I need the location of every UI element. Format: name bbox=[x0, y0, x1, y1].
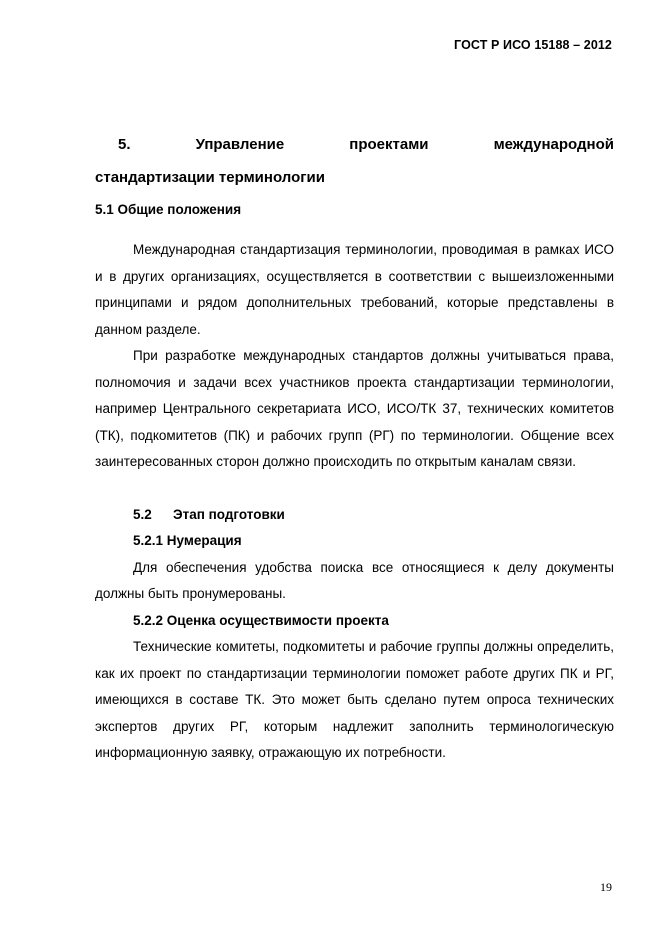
section-5-1-paragraph-2: При разработке международных стандартов должны учитываться права, полномочия и задачи всех участников проекта стандартизации терминологии, например Центрального секретариата ИСО, ИСО/ТК 37, технических комитетов (ТК), подкомитетов (ПК) и рабочих групп (РГ) по терминологии. Общение всех заинтересованных сторон должно происходить по открытым каналам связи. bbox=[95, 348, 614, 469]
section-5-2-title bbox=[95, 502, 614, 529]
section-5-number: 5. bbox=[118, 136, 131, 153]
page-number: 19 bbox=[600, 880, 612, 894]
document-body bbox=[95, 128, 614, 767]
section-5-title bbox=[95, 128, 614, 194]
section-5-title-word1: Управление bbox=[195, 136, 285, 153]
section-5-2-title-text: Этап подготовки bbox=[173, 506, 285, 522]
section-5-1-title: 5.1 Общие положения bbox=[95, 202, 242, 217]
section-5-title-word2: проектами bbox=[349, 136, 429, 153]
section-5-2-number: 5.2 bbox=[133, 506, 152, 522]
section-5-1-paragraph-1: Международная стандартизация терминологии, проводимая в рамках ИСО и в других организациях, осуществляется в соответствии с вышеизложенными принципами и рядом дополнительных требований, которые представлены в данном разделе. bbox=[95, 242, 614, 337]
section-5-title-word3: международной bbox=[493, 136, 614, 153]
section-5-2-2-paragraph: Технические комитеты, подкомитеты и рабочие группы должны определить, как их проект по стандартизации терминологии поможет работе других ПК и РГ, имеющихся в составе ТК. Это может быть сделано путем опроса технических экспертов других РГ, которым надлежит заполнить терминологическую информационную заявку, отражающую их потребности. bbox=[95, 639, 614, 760]
section-5-2-2-title: 5.2.2 Оценка осуществимости проекта bbox=[133, 612, 389, 628]
section-5-2-1-paragraph: Для обеспечения удобства поиска все относящиеся к делу документы должны быть пронумерованы. bbox=[95, 559, 614, 601]
section-5-title-line2: стандартизации терминологии bbox=[95, 169, 325, 186]
section-5-title-line1 bbox=[95, 128, 614, 161]
standard-code-header: ГОСТ Р ИСО 15188 – 2012 bbox=[454, 38, 612, 52]
section-5-2-1-title: 5.2.1 Нумерация bbox=[133, 533, 242, 548]
